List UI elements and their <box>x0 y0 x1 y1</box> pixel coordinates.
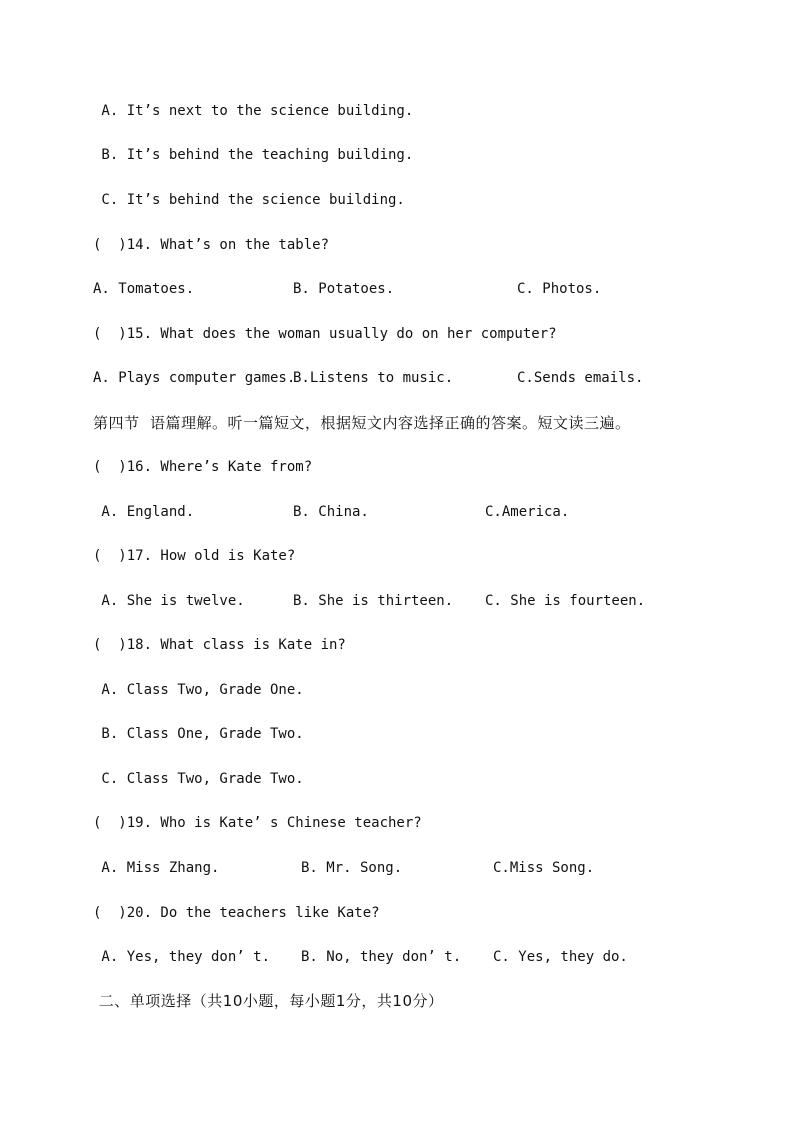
q14-options <box>0 279 602 299</box>
question-14: ( )14. What’s on the table? <box>93 237 330 253</box>
question-15: ( )15. What does the woman usually do on her computer? <box>93 326 557 342</box>
section-heading-2: 二、单项选择（共10小题，每小题1分，共10分） <box>83 992 444 1010</box>
q19-options <box>0 858 595 878</box>
q13-option-b: B. It’s behind the teaching building. <box>93 147 414 163</box>
q17-option-c: C. She is fourteen. <box>485 593 646 609</box>
question-19: ( )19. Who is Kate’ s Chinese teacher? <box>93 815 422 831</box>
q20-option-a: A. Yes, they don’ t. <box>93 949 271 965</box>
question-16: ( )16. Where’s Kate from? <box>93 459 313 475</box>
q14-option-c: C. Photos. <box>517 281 602 297</box>
q19-option-b: B. Mr. Song. <box>301 860 403 876</box>
q16-option-c: C.America. <box>485 504 570 520</box>
q18-option-b: B. Class One, Grade Two. <box>93 726 304 742</box>
question-20: ( )20. Do the teachers like Kate? <box>93 905 380 921</box>
q20-options <box>0 947 628 967</box>
q14-option-a: A. Tomatoes. <box>93 281 195 297</box>
q17-option-a: A. She is twelve. <box>93 593 245 609</box>
q14-option-b: B. Potatoes. <box>293 281 395 297</box>
q13-option-a: A. It’s next to the science building. <box>93 103 414 119</box>
q16-option-a: A. England. <box>93 504 195 520</box>
q17-options <box>0 591 646 611</box>
q20-option-c: C. Yes, they do. <box>493 949 628 965</box>
q19-option-c: C.Miss Song. <box>493 860 595 876</box>
q16-option-b: B. China. <box>293 504 369 520</box>
question-17: ( )17. How old is Kate? <box>93 548 296 564</box>
q18-option-c: C. Class Two, Grade Two. <box>93 771 304 787</box>
q15-option-a: A. Plays computer games. <box>93 370 296 386</box>
q15-options <box>0 368 644 388</box>
q15-option-b: B.Listens to music. <box>293 370 454 386</box>
q20-option-b: B. No, they don’ t. <box>301 949 462 965</box>
q13-option-c: C. It’s behind the science building. <box>93 192 405 208</box>
q19-option-a: A. Miss Zhang. <box>93 860 220 876</box>
q15-option-c: C.Sends emails. <box>517 370 644 386</box>
question-18: ( )18. What class is Kate in? <box>93 637 346 653</box>
q18-option-a: A. Class Two, Grade One. <box>93 682 304 698</box>
q17-option-b: B. She is thirteen. <box>293 593 454 609</box>
q16-options <box>0 502 570 522</box>
section-heading-4: 第四节 语篇理解。听一篇短文，根据短文内容选择正确的答案。短文读三遍。 <box>93 414 631 432</box>
